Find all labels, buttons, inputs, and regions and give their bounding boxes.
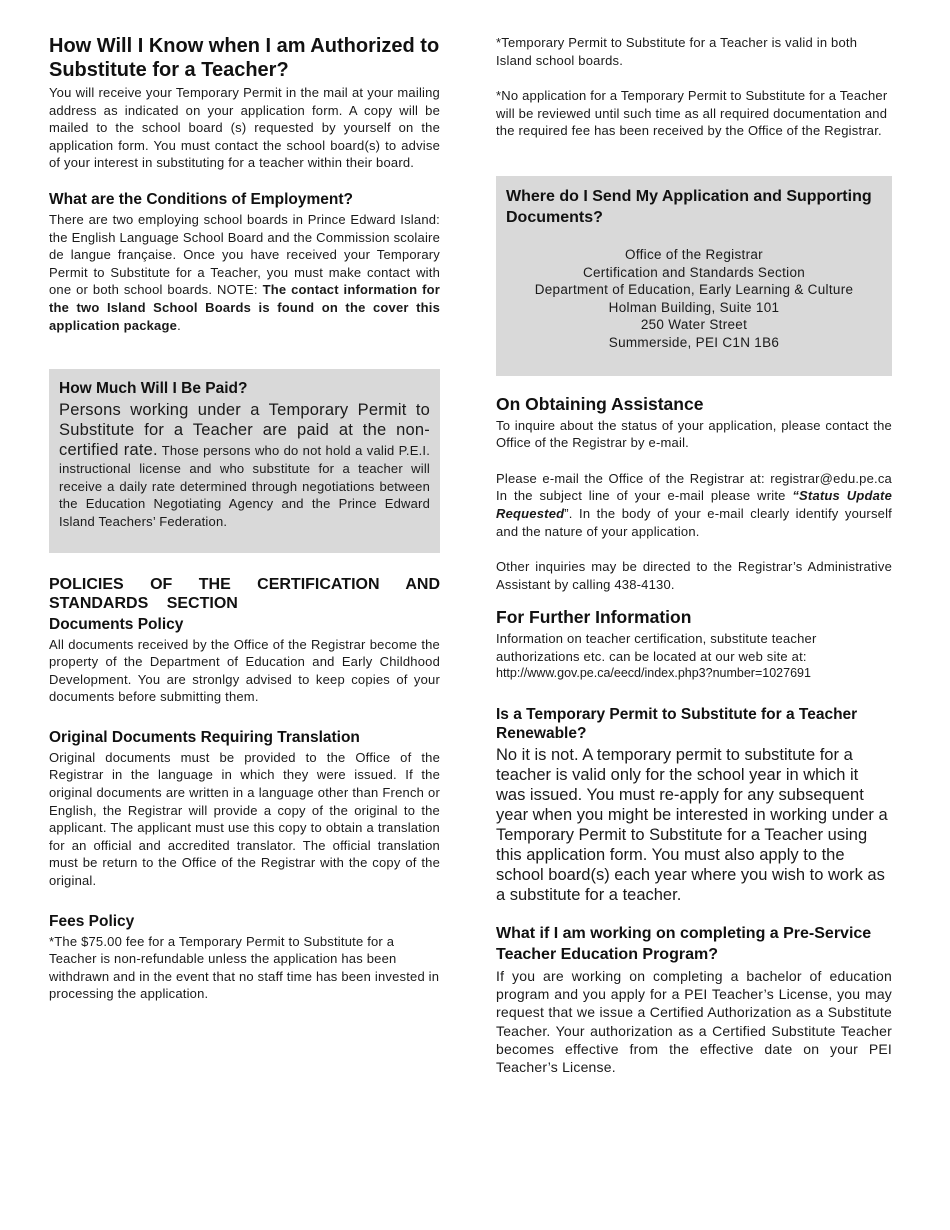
paid-lead: Persons working under a Temporary Permit to Substitute for a Teacher are paid at the non-certified rate. (59, 401, 430, 460)
heading-send: Where do I Send My Application and Supporting Documents? (506, 187, 872, 226)
heading-authorized: How Will I Know when I am Authorized to Substitute for a Teacher? (49, 35, 440, 81)
note-valid-both-boards: *Temporary Permit to Substitute for a Teacher is valid in both Island school boards. (496, 35, 858, 68)
left-column (49, 34, 440, 1003)
address-line: Department of Education, Early Learning & Culture (534, 282, 854, 298)
body-assistance-status: To inquire about the status of your application, please contact the Office of the Registrar by e-mail. (496, 417, 892, 451)
address-line: Office of the Registrar (625, 246, 763, 262)
section-fees (49, 912, 440, 1003)
heading-further-info: For Further Information (496, 607, 692, 628)
body-documents-policy: All documents received by the Office of the Registrar become the property of the Department of Education and Early Childhood Development. You are stronlgy advised to keep copies of your documents before submitting them. (49, 636, 440, 705)
section-conditions (49, 190, 440, 334)
address-line: Holman Building, Suite 101 (608, 299, 780, 315)
body-authorized: You will receive your Temporary Permit in the mail at your mailing address as indicated on your application form. A copy will be mailed to the school board (s) requested by yourself on the application form. You must contact the school board(s) to advise of your interest in substituting for a teacher within their board. (49, 85, 440, 171)
body-translation: Original documents must be provided to the Office of the Registrar in the language in which they were issued. If the original documents are written in a language other than French or English, the Registrar will provide a copy of the original to the applicant. The applicant must use this copy to obtain a translation for an official and accredited translator. The official translation must be return to the Office of the Registrar with the copy of the original. (49, 749, 440, 889)
heading-conditions: What are the Conditions of Employment? (49, 190, 353, 208)
section-policies (49, 575, 440, 706)
status-update-subject: “Status Update Requested (496, 488, 893, 521)
address-line: 250 Water Street (640, 317, 748, 333)
heading-documents-policy: Documents Policy (49, 615, 184, 633)
heading-renewable: Is a Temporary Permit to Substitute for a Teacher Renewable? (496, 706, 858, 743)
heading-fees: Fees Policy (49, 912, 135, 930)
heading-preservice: What if I am working on completing a Pre-Service Teacher Education Program? (496, 925, 872, 964)
registrar-address (506, 246, 882, 352)
heading-policies: POLICIES OF THE CERTIFICATION AND STANDARDS SECTION (49, 575, 440, 612)
send-application-box (496, 176, 892, 376)
assistance-email-end: ”. In the body of your e-mail clearly identify yourself and the nature of your application. (496, 505, 892, 539)
paid-detail: Those persons who do not hold a valid P.E.I. instructional license and who substitute for a teacher will receive a daily rate determined through negotiations between the Education Negotiating Agency and the Prince Edward Island Teachers’ Federation. (59, 443, 430, 529)
address-line: Summerside, PEI C1N 1B6 (608, 334, 780, 350)
conditions-text: There are two employing school boards in Prince Edward Island: the English Language School Board and the Commission scolaire de langue française. Once you have received your Temporary Permit to Substitute for a Teacher, you must make contact with one or both school boards. NOTE: (49, 211, 440, 298)
body-assistance-phone: Other inquiries may be directed to the Registrar’s Administrative Assistant by calling 438-4130. (496, 559, 892, 592)
section-authorized (49, 34, 440, 172)
section-assistance (496, 394, 892, 594)
heading-assistance: On Obtaining Assistance (496, 393, 704, 414)
body-fees: *The $75.00 fee for a Temporary Permit to Substitute for a Teacher is non-refundable unless the application has been withdrawn and in the event that no staff time has been invested in processing the application. (49, 933, 440, 1002)
section-translation (49, 728, 440, 890)
body-preservice: If you are working on completing a bachelor of education program and you apply for a PEI Teacher’s License, you may request that we issue a Certified Authorization as a Substitute Teacher. Your authorization as a Certified Substitute Teacher becomes effective from the effective date on your PEI Teacher’s License. (496, 968, 892, 1076)
right-column (496, 34, 892, 1076)
conditions-end: . (177, 317, 181, 333)
heading-translation: Original Documents Requiring Translation (49, 728, 360, 746)
section-renewable (496, 705, 892, 905)
body-renewable: No it is not. A temporary permit to substitute for a teacher is valid only for the school year in which it was issued. You must re-apply for any subsequent year when you might be interested in working under a Temporary Permit to Substitute for a Teacher using this application form. You must also apply to the school board(s) each year where you wish to work as a substitute for a teacher. (496, 746, 888, 905)
body-paid (59, 400, 430, 530)
website-link[interactable]: http://www.gov.pe.ca/eecd/index.php3?number=1027691 (496, 666, 811, 681)
conditions-note-bold: The contact information for the two Island School Boards is found on the cover this application package (49, 282, 440, 333)
heading-paid: How Much Will I Be Paid? (59, 380, 248, 398)
section-preservice (496, 923, 892, 1076)
body-further-info: Information on teacher certification, substitute teacher authorizations etc. can be located at our web site at: (496, 631, 817, 664)
section-further-info (496, 607, 892, 683)
address-line: Certification and Standards Section (582, 264, 806, 280)
assistance-email-text: Please e-mail the Office of the Registrar at: registrar@edu.pe.ca In the subject line of your e-mail please write (496, 470, 892, 504)
paid-box (49, 369, 440, 552)
body-assistance-email (496, 470, 892, 540)
body-conditions (49, 211, 440, 334)
note-no-application: *No application for a Temporary Permit to Substitute for a Teacher will be reviewed until such time as all required documentation and the required fee has been received by the Office of the Registrar. (496, 88, 888, 139)
